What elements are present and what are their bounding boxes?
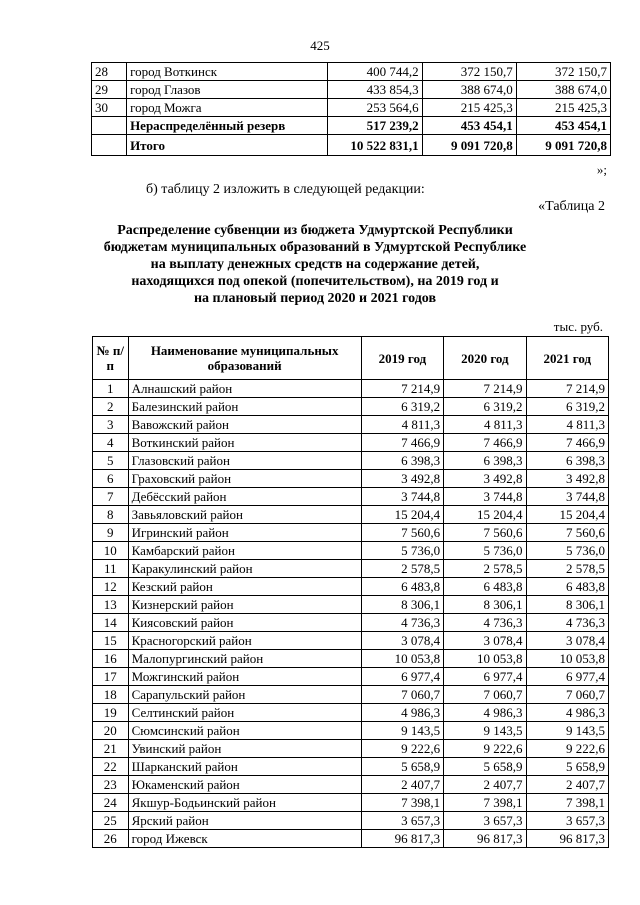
- value-2020: 5 658,9: [444, 758, 526, 776]
- value-2019: 3 744,8: [361, 488, 443, 506]
- value-2020: 2 407,7: [444, 776, 526, 794]
- table-row: [93, 650, 609, 668]
- table-row: [92, 63, 611, 81]
- value-2019: 400 744,2: [328, 63, 422, 81]
- value-2021: 6 319,2: [526, 398, 608, 416]
- row-number: 3: [93, 416, 129, 434]
- value-2021: 6 398,3: [526, 452, 608, 470]
- value-2020: 6 319,2: [444, 398, 526, 416]
- value-2019: 5 658,9: [361, 758, 443, 776]
- table-row: [93, 524, 609, 542]
- table-row: [93, 776, 609, 794]
- header-2020: 2020 год: [444, 337, 526, 380]
- value-2019: 3 657,3: [361, 812, 443, 830]
- value-2020: 7 560,6: [444, 524, 526, 542]
- subvention-table: [92, 336, 609, 848]
- value-2020: 96 817,3: [444, 830, 526, 848]
- row-number: [92, 135, 127, 156]
- value-2020: 6 483,8: [444, 578, 526, 596]
- table-row: [93, 794, 609, 812]
- row-number: 28: [92, 63, 127, 81]
- value-2020: 7 060,7: [444, 686, 526, 704]
- table-row: [93, 614, 609, 632]
- header-name: Наименование муниципальных образований: [128, 337, 361, 380]
- value-2019: 4 736,3: [361, 614, 443, 632]
- value-2021: 3 078,4: [526, 632, 608, 650]
- row-name: Юкаменский район: [128, 776, 361, 794]
- value-2021: 453 454,1: [516, 117, 610, 135]
- value-2021: 3 744,8: [526, 488, 608, 506]
- row-number: 7: [93, 488, 129, 506]
- table-row: [93, 452, 609, 470]
- value-2020: 3 657,3: [444, 812, 526, 830]
- value-2019: 7 060,7: [361, 686, 443, 704]
- title-line: на плановый период 2020 и 2021 годов: [193, 291, 437, 306]
- table-row: [93, 704, 609, 722]
- value-2021: 3 657,3: [526, 812, 608, 830]
- title-line: бюджетам муниципальных образований в Удмуртской Республике: [103, 240, 527, 255]
- row-name: Камбарский район: [128, 542, 361, 560]
- table-row: [93, 632, 609, 650]
- value-2019: 9 143,5: [361, 722, 443, 740]
- row-name: Балезинский район: [128, 398, 361, 416]
- value-2019: 4 986,3: [361, 704, 443, 722]
- row-name: Сарапульский район: [128, 686, 361, 704]
- table-row: [93, 812, 609, 830]
- value-2021: 4 736,3: [526, 614, 608, 632]
- value-2021: 7 060,7: [526, 686, 608, 704]
- table-body: [93, 380, 609, 848]
- value-2021: 4 986,3: [526, 704, 608, 722]
- value-2019: 6 977,4: [361, 668, 443, 686]
- value-2021: 388 674,0: [516, 81, 610, 99]
- table-title: [80, 222, 550, 307]
- title-line: находящихся под опекой (попечительством), на 2019 год и: [131, 274, 499, 289]
- row-number: 18: [93, 686, 129, 704]
- value-2020: 4 986,3: [444, 704, 526, 722]
- value-2019: 6 398,3: [361, 452, 443, 470]
- row-name: Ярский район: [128, 812, 361, 830]
- value-2020: 372 150,7: [422, 63, 516, 81]
- value-2021: 2 407,7: [526, 776, 608, 794]
- row-number: [92, 117, 127, 135]
- row-number: 22: [93, 758, 129, 776]
- table-row: [93, 560, 609, 578]
- value-2020: 4 736,3: [444, 614, 526, 632]
- value-2019: 2 407,7: [361, 776, 443, 794]
- row-name: Каракулинский район: [128, 560, 361, 578]
- row-name: Якшур-Бодьинский район: [128, 794, 361, 812]
- table-row: [93, 578, 609, 596]
- value-2020: 6 977,4: [444, 668, 526, 686]
- row-number: 10: [93, 542, 129, 560]
- row-number: 14: [93, 614, 129, 632]
- row-number: 19: [93, 704, 129, 722]
- title-line: Распределение субвенции из бюджета Удмуртской Республики: [117, 223, 513, 238]
- table-row: [93, 434, 609, 452]
- table-row: [93, 488, 609, 506]
- value-2020: 453 454,1: [422, 117, 516, 135]
- value-2019: 6 483,8: [361, 578, 443, 596]
- value-2019: 3 492,8: [361, 470, 443, 488]
- value-2019: 433 854,3: [328, 81, 422, 99]
- row-number: 16: [93, 650, 129, 668]
- value-2019: 8 306,1: [361, 596, 443, 614]
- value-2020: 9 143,5: [444, 722, 526, 740]
- row-name: Итого: [127, 135, 328, 156]
- value-2019: 10 053,8: [361, 650, 443, 668]
- value-2021: 6 977,4: [526, 668, 608, 686]
- value-2020: 15 204,4: [444, 506, 526, 524]
- value-2021: 9 143,5: [526, 722, 608, 740]
- table-row: [93, 668, 609, 686]
- value-2020: 8 306,1: [444, 596, 526, 614]
- row-name: Селтинский район: [128, 704, 361, 722]
- row-number: 4: [93, 434, 129, 452]
- page-number: 425: [310, 38, 330, 53]
- table-label: «Таблица 2: [538, 199, 605, 214]
- value-2021: 9 091 720,8: [516, 135, 610, 156]
- value-2019: 7 214,9: [361, 380, 443, 398]
- row-name: Воткинский район: [128, 434, 361, 452]
- value-2020: 215 425,3: [422, 99, 516, 117]
- row-name: город Ижевск: [128, 830, 361, 848]
- value-2020: 4 811,3: [444, 416, 526, 434]
- value-2021: 9 222,6: [526, 740, 608, 758]
- value-2021: 7 398,1: [526, 794, 608, 812]
- header-2019: 2019 год: [361, 337, 443, 380]
- table-row: [93, 380, 609, 398]
- row-name: Кизнерский район: [128, 596, 361, 614]
- row-name: Граховский район: [128, 470, 361, 488]
- value-2021: 215 425,3: [516, 99, 610, 117]
- reserve-row: [92, 117, 611, 135]
- value-2019: 3 078,4: [361, 632, 443, 650]
- value-2019: 7 466,9: [361, 434, 443, 452]
- value-2020: 3 744,8: [444, 488, 526, 506]
- row-number: 30: [92, 99, 127, 117]
- row-name: Завьяловский район: [128, 506, 361, 524]
- row-number: 1: [93, 380, 129, 398]
- value-2019: 253 564,6: [328, 99, 422, 117]
- row-number: 23: [93, 776, 129, 794]
- value-2021: 8 306,1: [526, 596, 608, 614]
- value-2021: 5 658,9: [526, 758, 608, 776]
- value-2019: 9 222,6: [361, 740, 443, 758]
- row-number: 8: [93, 506, 129, 524]
- title-line: на выплату денежных средств на содержание детей,: [150, 257, 480, 272]
- value-2021: 10 053,8: [526, 650, 608, 668]
- continuation-table: [91, 62, 611, 156]
- value-2020: 7 398,1: [444, 794, 526, 812]
- table-row: [93, 416, 609, 434]
- table-row: [93, 470, 609, 488]
- row-name: Сюмсинский район: [128, 722, 361, 740]
- row-name: Вавожский район: [128, 416, 361, 434]
- value-2019: 2 578,5: [361, 560, 443, 578]
- value-2019: 96 817,3: [361, 830, 443, 848]
- row-name: город Воткинск: [127, 63, 328, 81]
- value-2019: 7 398,1: [361, 794, 443, 812]
- quote-close: »;: [596, 162, 607, 177]
- row-number: 20: [93, 722, 129, 740]
- row-name: Можгинский район: [128, 668, 361, 686]
- row-name: Игринский район: [128, 524, 361, 542]
- row-number: 2: [93, 398, 129, 416]
- table-row: [93, 758, 609, 776]
- value-2021: 4 811,3: [526, 416, 608, 434]
- value-2021: 5 736,0: [526, 542, 608, 560]
- value-2020: 6 398,3: [444, 452, 526, 470]
- value-2019: 6 319,2: [361, 398, 443, 416]
- units-label: тыс. руб.: [553, 319, 603, 334]
- row-number: 13: [93, 596, 129, 614]
- header-number: № п/п: [93, 337, 129, 380]
- value-2021: 6 483,8: [526, 578, 608, 596]
- table-row: [93, 686, 609, 704]
- value-2020: 5 736,0: [444, 542, 526, 560]
- value-2019: 5 736,0: [361, 542, 443, 560]
- row-name: Малопургинский район: [128, 650, 361, 668]
- row-number: 5: [93, 452, 129, 470]
- value-2021: 2 578,5: [526, 560, 608, 578]
- row-name: Шарканский район: [128, 758, 361, 776]
- value-2020: 10 053,8: [444, 650, 526, 668]
- table-row: [93, 398, 609, 416]
- intro-text: б) таблицу 2 изложить в следующей редакции:: [146, 182, 425, 197]
- row-number: 9: [93, 524, 129, 542]
- value-2020: 7 466,9: [444, 434, 526, 452]
- value-2021: 7 466,9: [526, 434, 608, 452]
- value-2020: 3 078,4: [444, 632, 526, 650]
- value-2021: 7 214,9: [526, 380, 608, 398]
- value-2020: 9 222,6: [444, 740, 526, 758]
- table-row: [93, 542, 609, 560]
- row-name: Глазовский район: [128, 452, 361, 470]
- header-2021: 2021 год: [526, 337, 608, 380]
- row-name: город Глазов: [127, 81, 328, 99]
- row-number: 21: [93, 740, 129, 758]
- value-2020: 9 091 720,8: [422, 135, 516, 156]
- row-name: Нераспределённый резерв: [127, 117, 328, 135]
- table-row: [93, 722, 609, 740]
- table-header: [93, 337, 609, 380]
- value-2019: 4 811,3: [361, 416, 443, 434]
- table-row: [93, 506, 609, 524]
- value-2019: 517 239,2: [328, 117, 422, 135]
- value-2020: 2 578,5: [444, 560, 526, 578]
- row-number: 12: [93, 578, 129, 596]
- table-row: [92, 81, 611, 99]
- table-row: [92, 99, 611, 117]
- row-name: Алнашский район: [128, 380, 361, 398]
- value-2021: 7 560,6: [526, 524, 608, 542]
- row-number: 25: [93, 812, 129, 830]
- continuation-table-body: [92, 63, 611, 156]
- row-name: город Можга: [127, 99, 328, 117]
- table-row: [93, 740, 609, 758]
- value-2020: 3 492,8: [444, 470, 526, 488]
- header-row: [93, 337, 609, 380]
- table-row: [93, 596, 609, 614]
- row-name: Красногорский район: [128, 632, 361, 650]
- value-2021: 3 492,8: [526, 470, 608, 488]
- row-number: 29: [92, 81, 127, 99]
- value-2021: 15 204,4: [526, 506, 608, 524]
- row-name: Дебёсский район: [128, 488, 361, 506]
- value-2019: 7 560,6: [361, 524, 443, 542]
- value-2020: 7 214,9: [444, 380, 526, 398]
- row-number: 6: [93, 470, 129, 488]
- row-number: 11: [93, 560, 129, 578]
- row-name: Увинский район: [128, 740, 361, 758]
- row-name: Киясовский район: [128, 614, 361, 632]
- value-2020: 388 674,0: [422, 81, 516, 99]
- value-2019: 15 204,4: [361, 506, 443, 524]
- row-number: 17: [93, 668, 129, 686]
- value-2019: 10 522 831,1: [328, 135, 422, 156]
- value-2021: 96 817,3: [526, 830, 608, 848]
- value-2021: 372 150,7: [516, 63, 610, 81]
- total-row: [92, 135, 611, 156]
- row-number: 15: [93, 632, 129, 650]
- row-number: 24: [93, 794, 129, 812]
- row-number: 26: [93, 830, 129, 848]
- row-name: Кезский район: [128, 578, 361, 596]
- table-row: [93, 830, 609, 848]
